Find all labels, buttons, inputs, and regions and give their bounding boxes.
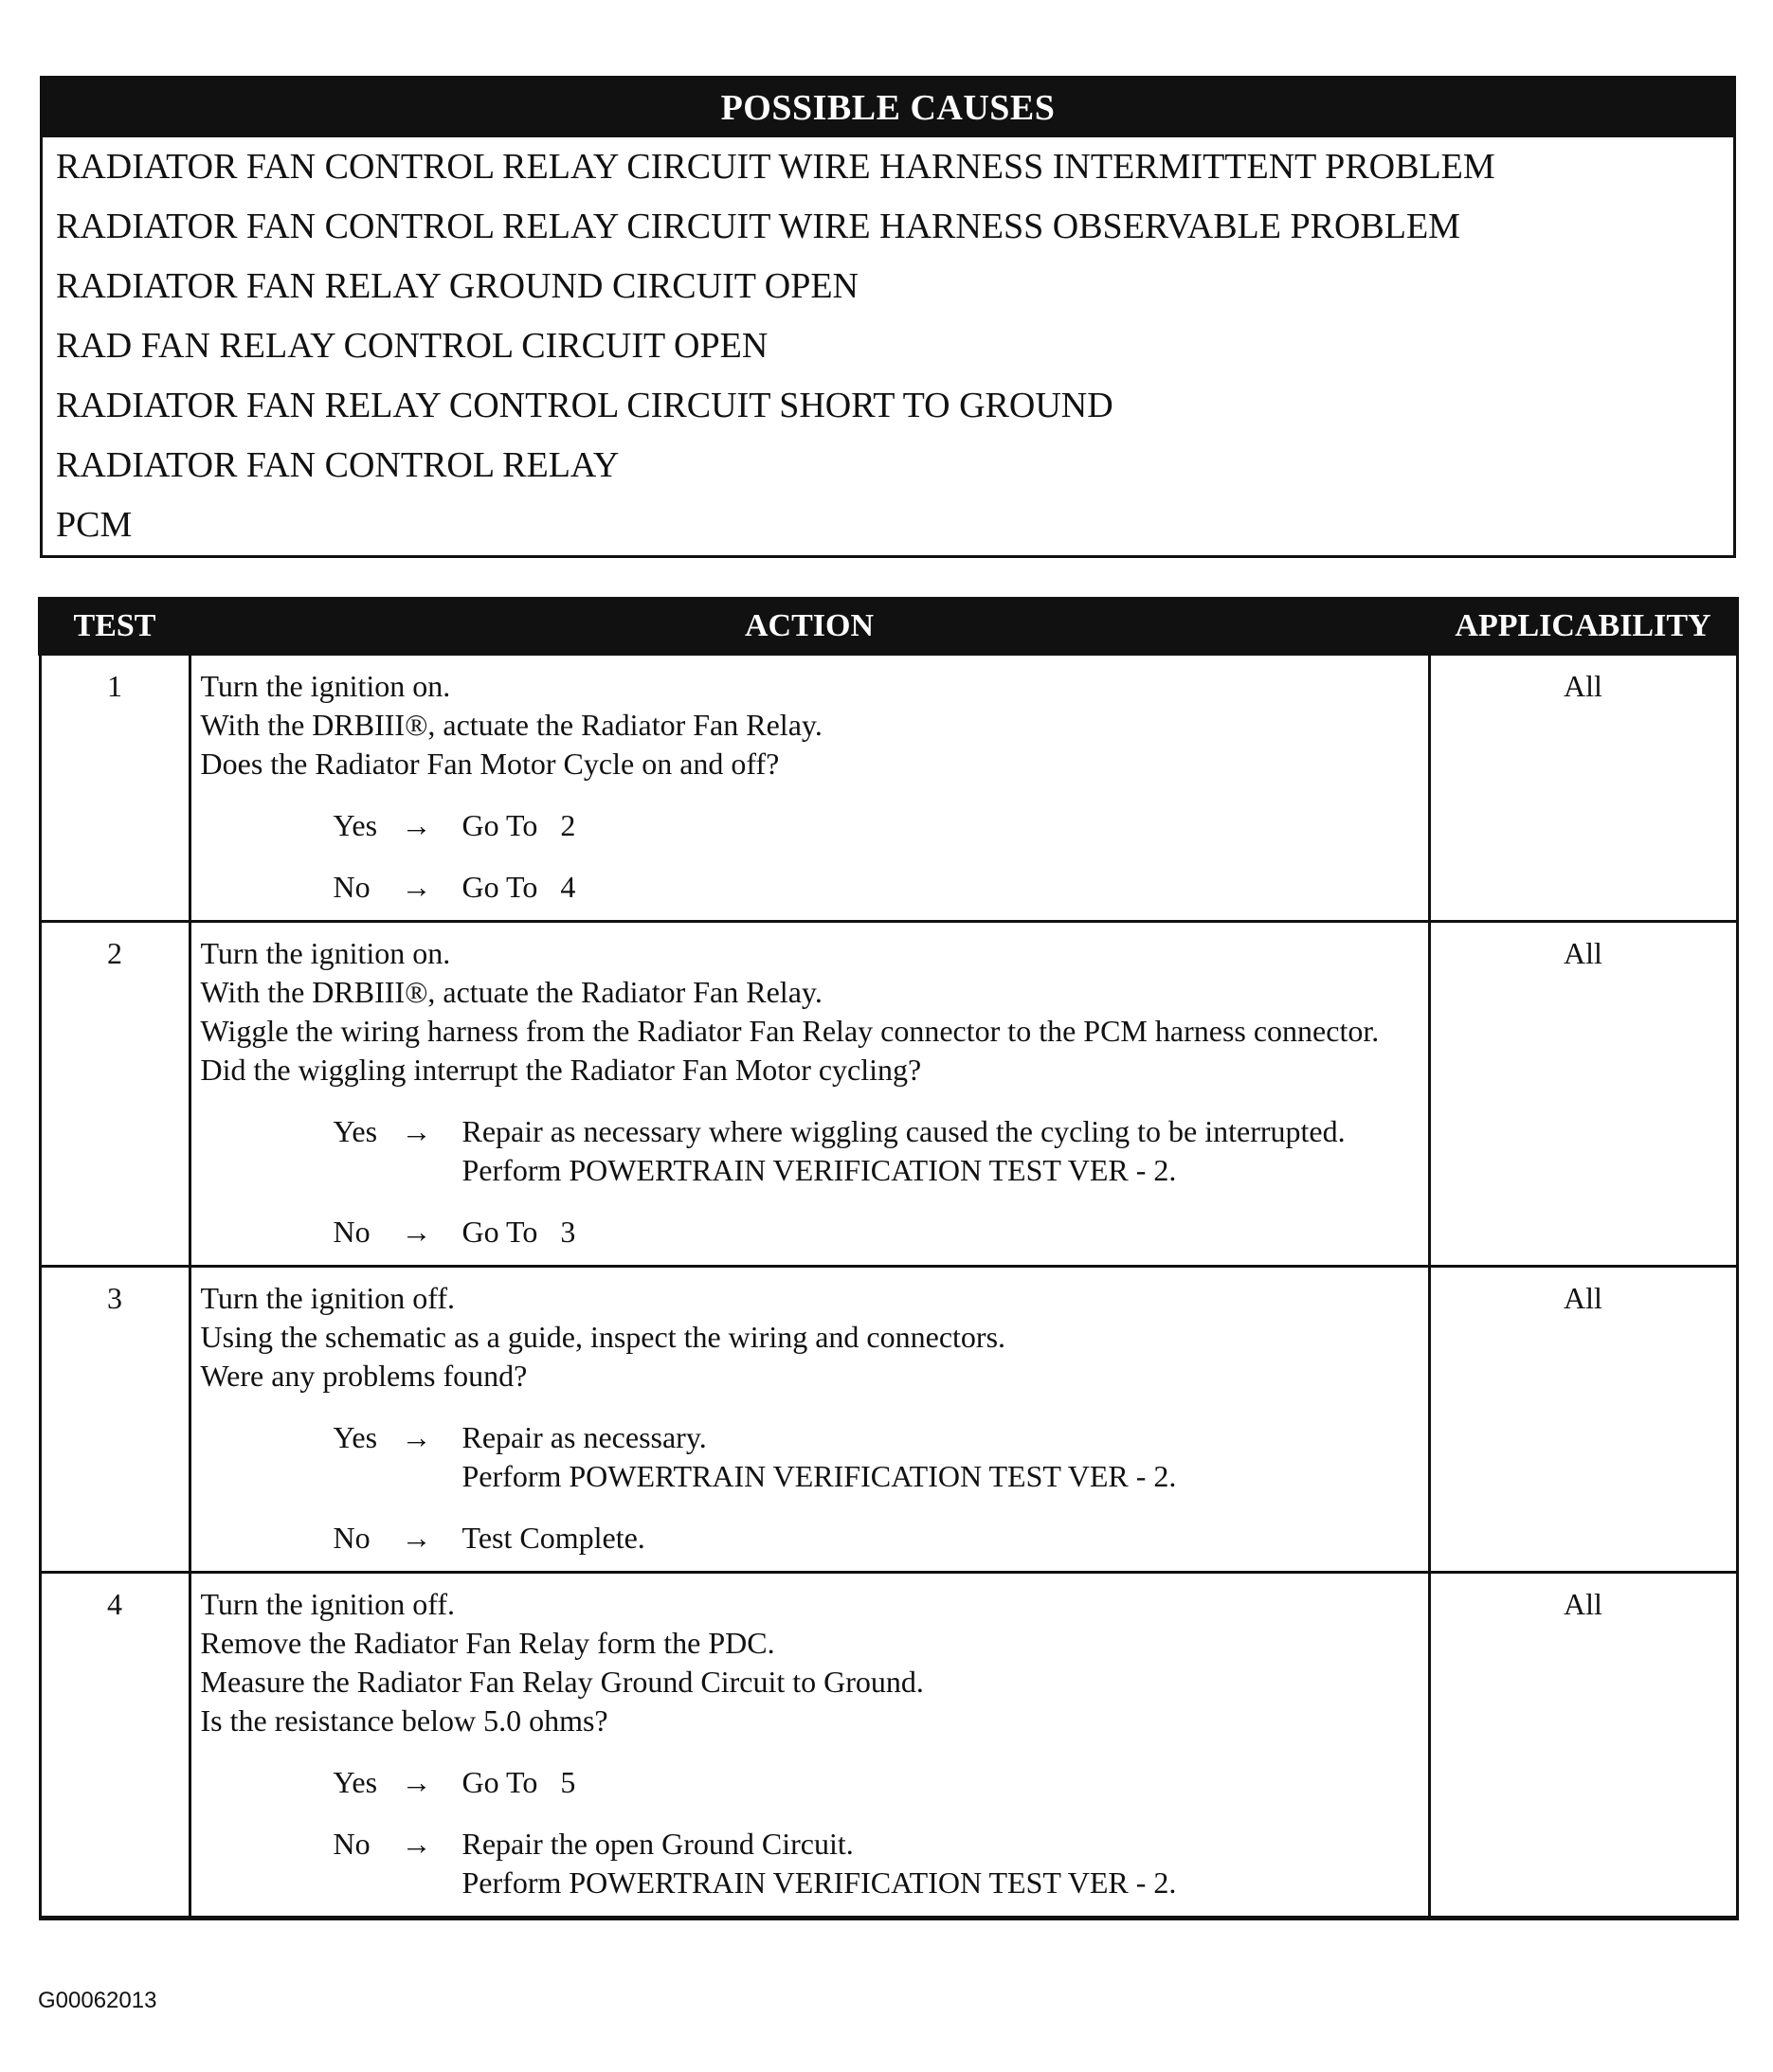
cause-item: RADIATOR FAN RELAY CONTROL CIRCUIT SHORT TO GROUND xyxy=(56,386,1113,425)
yes-result xyxy=(462,1763,1419,1802)
action-step: Were any problems found? xyxy=(200,1359,528,1393)
no-result xyxy=(462,1825,1419,1902)
action-step: With the DRBIII®, actuate the Radiator Fan Relay. xyxy=(200,975,823,1009)
test-action xyxy=(190,1267,1429,1573)
cause-item: RADIATOR FAN CONTROL RELAY CIRCUIT WIRE HARNESS OBSERVABLE PROBLEM xyxy=(56,207,1460,246)
result-line: Go To 5 xyxy=(461,1765,576,1799)
table-row xyxy=(40,1573,1737,1919)
result-line: Repair the open Ground Circuit. xyxy=(461,1827,854,1861)
applicability-value: All xyxy=(1429,654,1737,922)
action-step: Turn the ignition on. xyxy=(200,669,451,703)
cause-item: PCM xyxy=(56,505,133,545)
action-step: Remove the Radiator Fan Relay form the PDC. xyxy=(200,1626,775,1660)
arrow-icon: → xyxy=(401,870,432,904)
no-label: No xyxy=(333,1827,371,1861)
yes-answer xyxy=(334,1418,1419,1496)
test-number: 2 xyxy=(40,922,190,1267)
arrow-icon: → xyxy=(401,808,432,842)
test-action-table xyxy=(38,597,1739,1920)
action-step: Turn the ignition off. xyxy=(200,1587,455,1621)
arrow-icon: → xyxy=(401,1114,432,1148)
arrow-icon: → xyxy=(401,1420,432,1454)
action-step: Is the resistance below 5.0 ohms? xyxy=(200,1703,608,1738)
header-applicability: APPLICABILITY xyxy=(1429,599,1737,654)
header-action: ACTION xyxy=(190,599,1429,654)
yes-result xyxy=(462,1418,1419,1496)
action-step: Wiggle the wiring harness from the Radiator Fan Relay connector to the PCM harness connector. xyxy=(200,1014,1380,1048)
arrow-icon: → xyxy=(401,1827,432,1861)
test-number: 4 xyxy=(40,1573,190,1919)
result-line: Repair as necessary. xyxy=(461,1420,707,1454)
cause-item: RADIATOR FAN CONTROL RELAY CIRCUIT WIRE HARNESS INTERMITTENT PROBLEM xyxy=(56,147,1495,187)
no-label: No xyxy=(333,870,371,904)
yes-label: Yes xyxy=(333,1765,378,1799)
yes-label: Yes xyxy=(333,1420,378,1454)
applicability-value: All xyxy=(1429,1267,1737,1573)
possible-causes-header: POSSIBLE CAUSES xyxy=(43,79,1733,137)
test-number: 1 xyxy=(40,654,190,922)
cause-item: RADIATOR FAN RELAY GROUND CIRCUIT OPEN xyxy=(56,266,859,306)
test-action xyxy=(190,1573,1429,1919)
action-step: Turn the ignition on. xyxy=(200,936,451,970)
cause-item: RAD FAN RELAY CONTROL CIRCUIT OPEN xyxy=(56,326,769,366)
no-answer xyxy=(334,1519,1419,1558)
test-action xyxy=(190,922,1429,1267)
yes-result xyxy=(462,806,1419,845)
yes-label: Yes xyxy=(333,1114,378,1148)
result-line: Perform POWERTRAIN VERIFICATION TEST VER - 2. xyxy=(461,1459,1177,1493)
possible-causes-table xyxy=(40,76,1736,558)
test-number: 3 xyxy=(40,1267,190,1573)
table-header-row xyxy=(40,599,1737,654)
yes-result xyxy=(462,1112,1419,1190)
applicability-value: All xyxy=(1429,922,1737,1267)
figure-code: G00062013 xyxy=(38,1988,157,2013)
yes-label: Yes xyxy=(333,808,378,842)
action-step: Does the Radiator Fan Motor Cycle on and off? xyxy=(200,747,780,781)
no-result xyxy=(462,868,1419,907)
yes-answer xyxy=(334,1763,1419,1802)
action-step: With the DRBIII®, actuate the Radiator Fan Relay. xyxy=(200,708,823,742)
no-result xyxy=(462,1519,1419,1558)
header-test: TEST xyxy=(40,599,190,654)
table-row xyxy=(40,654,1737,922)
cause-item: RADIATOR FAN CONTROL RELAY xyxy=(56,445,620,485)
no-answer xyxy=(334,1825,1419,1902)
no-result xyxy=(462,1213,1419,1252)
action-step: Measure the Radiator Fan Relay Ground Circuit to Ground. xyxy=(200,1665,924,1699)
no-label: No xyxy=(333,1215,371,1249)
action-step: Using the schematic as a guide, inspect the wiring and connectors. xyxy=(200,1320,1006,1354)
arrow-icon: → xyxy=(401,1215,432,1249)
yes-answer xyxy=(334,806,1419,845)
yes-answer xyxy=(334,1112,1419,1190)
action-step: Turn the ignition off. xyxy=(200,1281,455,1315)
result-line: Go To 2 xyxy=(461,808,576,842)
result-line: Go To 4 xyxy=(461,870,576,904)
table-row xyxy=(40,1267,1737,1573)
no-label: No xyxy=(333,1521,371,1555)
action-step: Did the wiggling interrupt the Radiator Fan Motor cycling? xyxy=(200,1053,922,1087)
result-line: Go To 3 xyxy=(461,1215,576,1249)
result-line: Perform POWERTRAIN VERIFICATION TEST VER - 2. xyxy=(461,1865,1177,1900)
arrow-icon: → xyxy=(401,1521,432,1555)
test-action xyxy=(190,654,1429,922)
no-answer xyxy=(334,868,1419,907)
no-answer xyxy=(334,1213,1419,1252)
arrow-icon: → xyxy=(401,1765,432,1799)
applicability-value: All xyxy=(1429,1573,1737,1919)
result-line: Perform POWERTRAIN VERIFICATION TEST VER - 2. xyxy=(461,1153,1177,1187)
result-line: Repair as necessary where wiggling caused the cycling to be interrupted. xyxy=(461,1114,1346,1148)
result-line: Test Complete. xyxy=(461,1521,645,1555)
table-row xyxy=(40,922,1737,1267)
